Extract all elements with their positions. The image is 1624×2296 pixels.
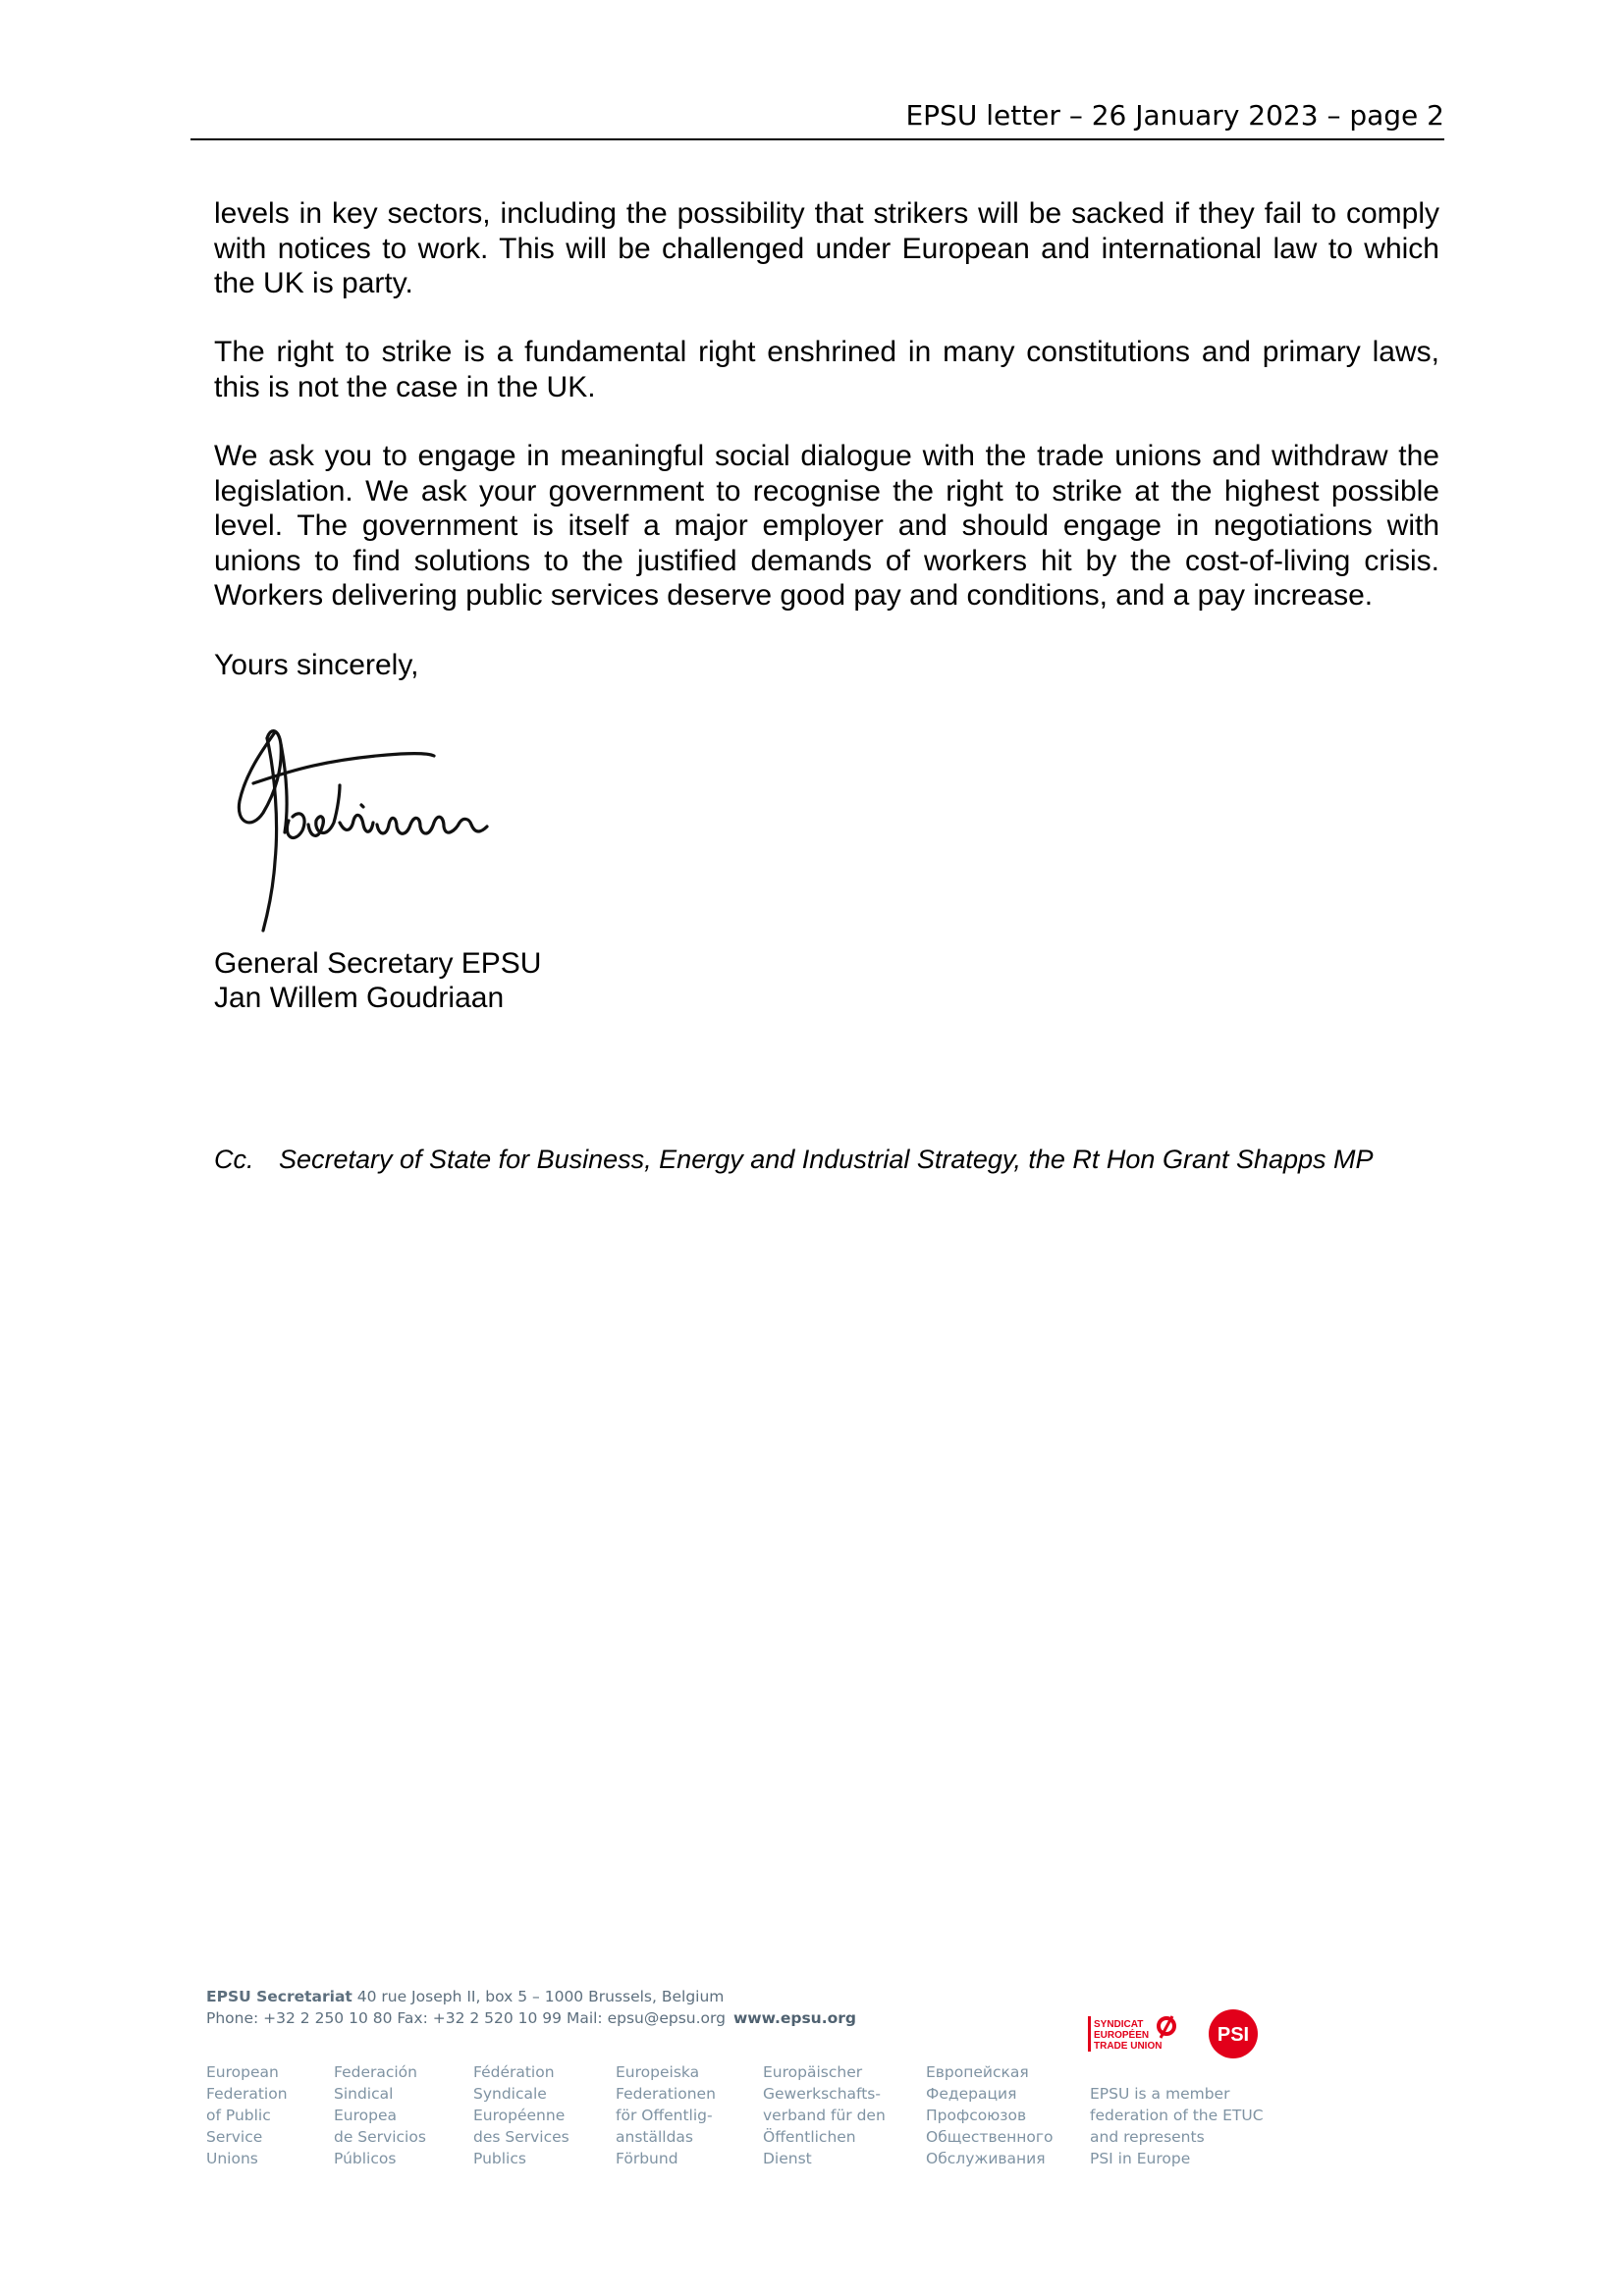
page-header: EPSU letter – 26 January 2023 – page 2 (905, 99, 1444, 132)
body-paragraph-1: levels in key sectors, including the possibility that strikers will be sacked if they fail to comply with notices to work. This will be challenged under European and international law to which the UK is party. (214, 197, 1439, 299)
language-line: anställdas (616, 2128, 693, 2146)
membership-note-line: PSI in Europe (1090, 2150, 1191, 2167)
language-line: Federationen (616, 2085, 716, 2103)
language-line: Förbund (616, 2150, 678, 2167)
psi-logo-text: PSI (1217, 2024, 1250, 2046)
language-line: Unions (206, 2150, 258, 2167)
etuc-logo-line-3: TRADE UNION (1094, 2041, 1163, 2052)
contact-details: Phone: +32 2 250 10 80 Fax: +32 2 520 10 99 Mail: epsu@epsu.org (206, 2009, 726, 2027)
language-line: Öffentlichen (763, 2128, 856, 2146)
language-line: Dienst (763, 2150, 812, 2167)
signatory-title: General Secretary EPSU (214, 947, 542, 980)
membership-note-line: and represents (1090, 2128, 1205, 2146)
language-line: Service (206, 2128, 263, 2146)
language-name-french (473, 2061, 569, 2169)
website-link[interactable]: www.epsu.org (732, 2009, 856, 2027)
language-line: Publics (473, 2150, 526, 2167)
language-line: Fédération (473, 2063, 555, 2081)
header-divider (190, 138, 1444, 140)
language-line: des Services (473, 2128, 569, 2146)
secretariat-label: EPSU Secretariat (206, 1988, 352, 2005)
cc-recipient: Secretary of State for Business, Energy and Industrial Strategy, the Rt Hon Grant Shapps MP (279, 1145, 1374, 1174)
closing-salutation: Yours sincerely, (214, 649, 419, 681)
language-name-russian (926, 2061, 1054, 2169)
language-line: Европейская (926, 2063, 1029, 2081)
cc-line (214, 1143, 1374, 1176)
membership-note (1090, 2083, 1264, 2169)
language-line: de Servicios (334, 2128, 426, 2146)
etuc-logo-line-2: EUROPÉEN (1094, 2030, 1150, 2041)
language-line: Federación (334, 2063, 417, 2081)
language-line: Syndicale (473, 2085, 547, 2103)
language-line: Обслуживания (926, 2150, 1046, 2167)
language-line: Públicos (334, 2150, 397, 2167)
handwritten-signature (224, 715, 538, 945)
language-line: Federation (206, 2085, 288, 2103)
language-name-german (763, 2061, 886, 2169)
etuc-logo-line-1: SYNDICAT (1094, 2019, 1144, 2030)
language-line: Europäischer (763, 2063, 863, 2081)
language-line: of Public (206, 2107, 271, 2124)
language-line: verband für den (763, 2107, 886, 2124)
language-line: Europea (334, 2107, 398, 2124)
membership-note-line: federation of the ETUC (1090, 2107, 1264, 2124)
language-line: European (206, 2063, 279, 2081)
language-name-english (206, 2061, 288, 2169)
body-paragraph-2: The right to strike is a fundamental right enshrined in many constitutions and primary laws, this is not the case in the UK. (214, 336, 1439, 403)
language-line: Sindical (334, 2085, 394, 2103)
language-line: Europeiska (616, 2063, 700, 2081)
language-line: för Offentlig- (616, 2107, 713, 2124)
language-name-swedish (616, 2061, 716, 2169)
secretariat-address: 40 rue Joseph II, box 5 – 1000 Brussels, Belgium (356, 1988, 725, 2005)
language-line: Européenne (473, 2107, 566, 2124)
cc-label: Cc. (214, 1145, 254, 1174)
footer-address-line (206, 1986, 1286, 2007)
psi-logo (1209, 2009, 1258, 2058)
body-paragraph-3: We ask you to engage in meaningful social dialogue with the trade unions and withdraw the legislation. We ask your government to recognise the right to strike at the highest possible level. The government is itself a major employer and should engage in negotiations with unions to find solutions to the justified demands of workers hit by the cost-of-living crisis. Workers delivering public services deserve good pay and conditions, and a pay increase. (214, 440, 1439, 612)
language-line: Gewerkschafts- (763, 2085, 881, 2103)
language-line: Профсоюзов (926, 2107, 1027, 2124)
etuc-logo (1088, 2016, 1174, 2052)
language-name-spanish (334, 2061, 426, 2169)
etuc-psi-logos (1088, 2008, 1274, 2072)
signatory-name: Jan Willem Goudriaan (214, 982, 505, 1014)
language-line: Федерация (926, 2085, 1017, 2103)
membership-note-line: EPSU is a member (1090, 2085, 1230, 2103)
language-line: Общественного (926, 2128, 1054, 2146)
